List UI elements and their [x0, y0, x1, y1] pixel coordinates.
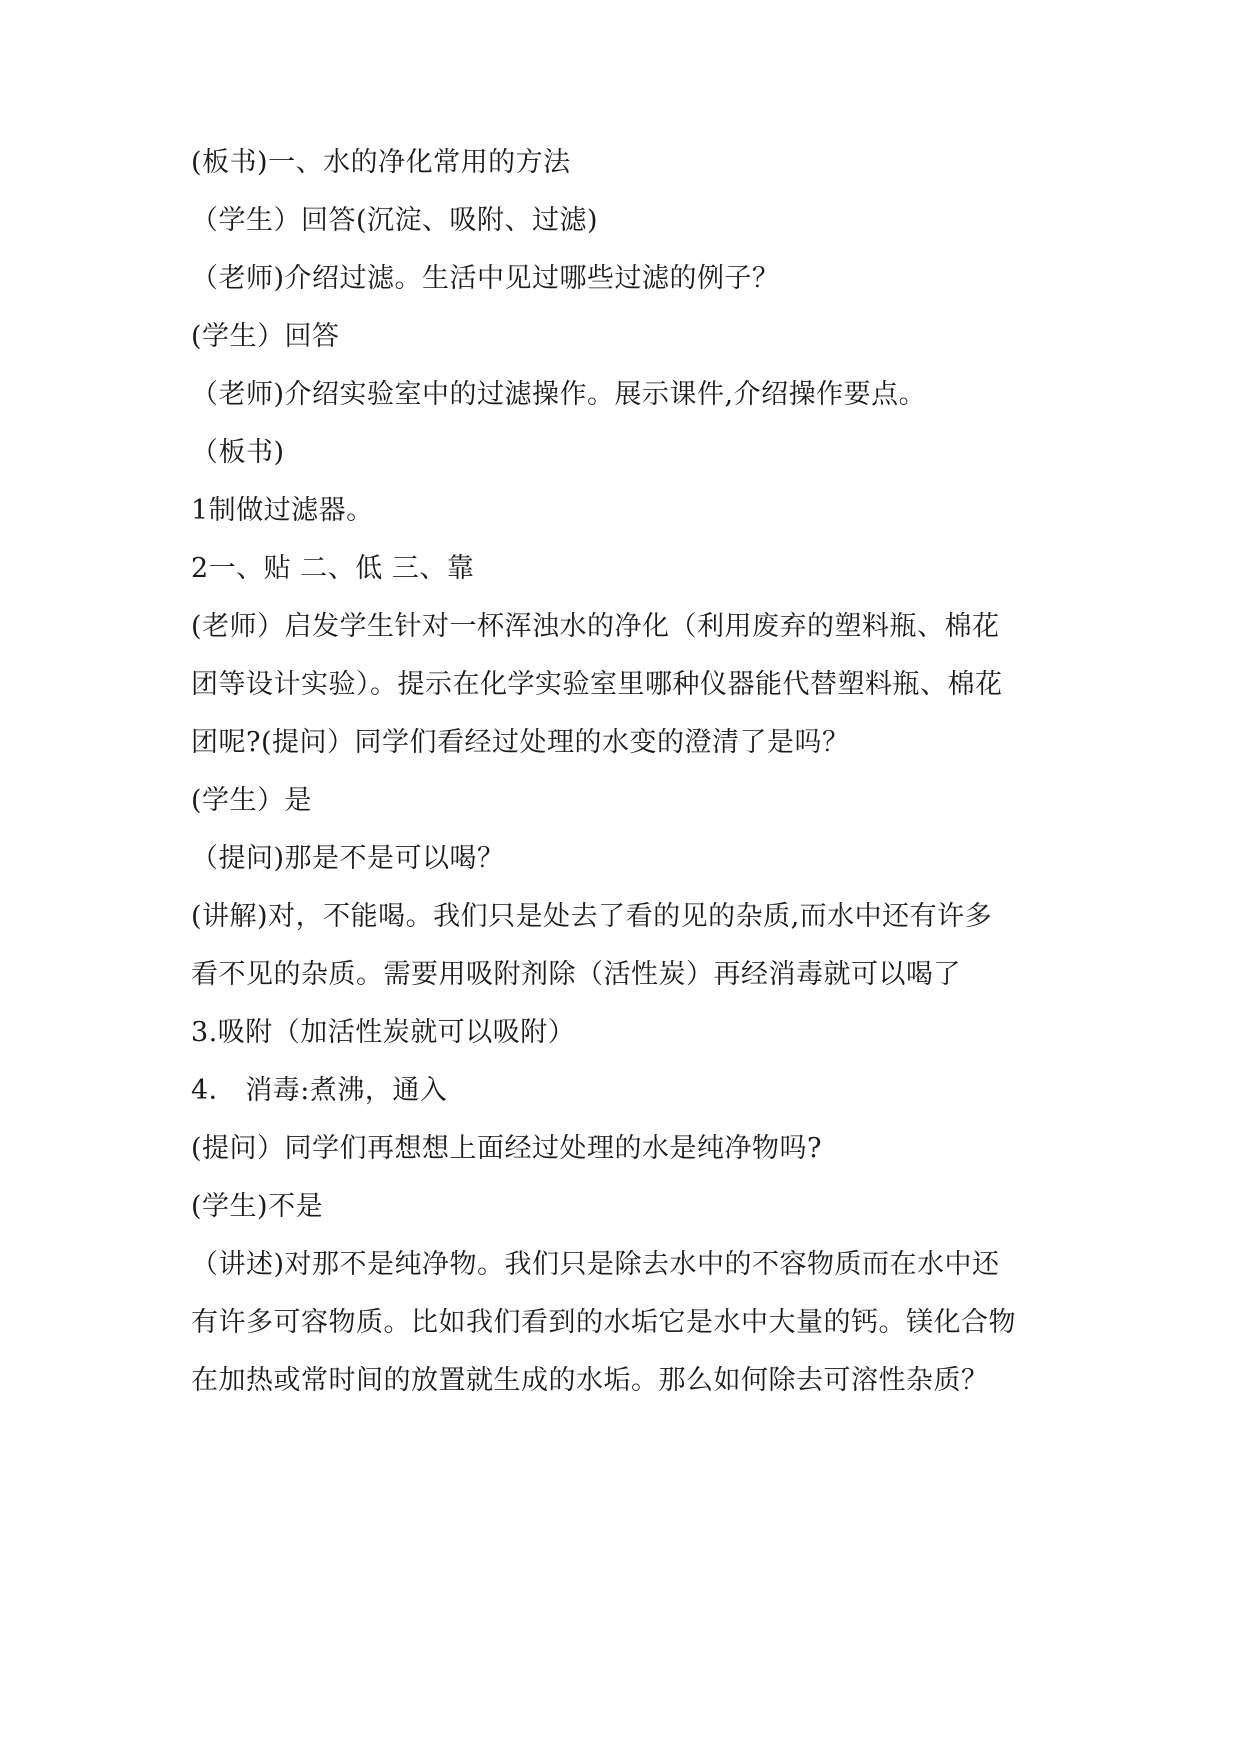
- text-line: (老师）启发学生针对一杯浑浊水的净化（利用废弃的塑料瓶、棉花: [191, 611, 1000, 642]
- text-line: (讲解)对，不能喝。我们只是处去了看的见的杂质,而水中还有许多: [191, 901, 993, 932]
- text-line: 1制做过滤器。: [191, 495, 374, 526]
- text-line: (学生)不是: [191, 1191, 324, 1222]
- text-line: 4． 消毒:煮沸，通入: [191, 1075, 448, 1106]
- text-line: （板书): [191, 437, 285, 468]
- text-line: 团呢?(提问）同学们看经过处理的水变的澄清了是吗？: [191, 727, 850, 758]
- text-line: （讲述)对那不是纯净物。我们只是除去水中的不容物质而在水中还: [191, 1249, 1000, 1280]
- text-line: 2一、贴 二、低 三、靠: [191, 553, 475, 584]
- text-line: 团等设计实验）。提示在化学实验室里哪种仪器能代替塑料瓶、棉花: [191, 669, 1003, 700]
- text-line: (学生）回答: [191, 321, 340, 352]
- text-line: (提问）同学们再想想上面经过处理的水是纯净物吗?: [191, 1133, 823, 1164]
- text-line: 3.吸附（加活性炭就可以吸附）: [191, 1017, 576, 1048]
- text-line: 有许多可容物质。比如我们看到的水垢它是水中大量的钙。镁化合物: [191, 1307, 1016, 1338]
- text-line: （学生）回答(沉淀、吸附、过滤): [191, 205, 599, 236]
- text-line: (学生）是: [191, 785, 313, 816]
- text-line: （老师)介绍过滤。生活中见过哪些过滤的例子？: [191, 263, 780, 294]
- text-line: 看不见的杂质。需要用吸附剂除（活性炭）再经消毒就可以喝了: [191, 959, 961, 990]
- text-line: (板书)一、水的净化常用的方法: [191, 147, 571, 178]
- text-line: （老师)介绍实验室中的过滤操作。展示课件,介绍操作要点。: [191, 379, 927, 410]
- text-line: 在加热或常时间的放置就生成的水垢。那么如何除去可溶性杂质？: [191, 1365, 989, 1396]
- text-line: （提问)那是不是可以喝？: [191, 843, 505, 874]
